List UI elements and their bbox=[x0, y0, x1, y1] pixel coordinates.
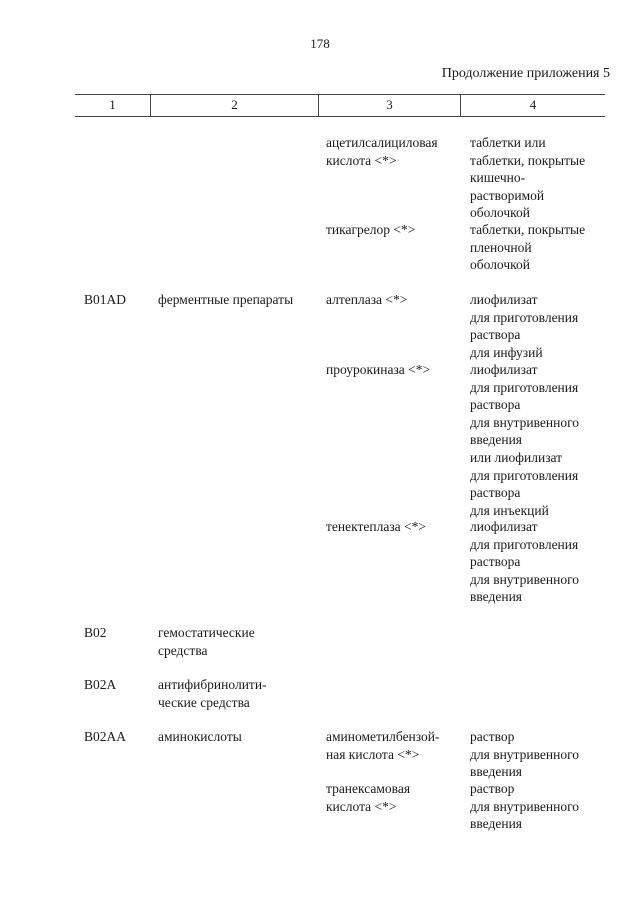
table-cell-group: гемостатические средства bbox=[158, 625, 255, 658]
page-number: 178 bbox=[310, 36, 330, 51]
column-header-1: 1 bbox=[109, 97, 116, 112]
table-cell-drug: проурокиназа <*> bbox=[326, 362, 431, 377]
table-cell-code: B02 bbox=[84, 625, 107, 640]
table-cell-drug: тенектеплаза <*> bbox=[326, 519, 427, 534]
table-cell-drug: ацетилсалициловая кислота <*> bbox=[326, 135, 438, 168]
table-cell-code: B02A bbox=[84, 677, 117, 692]
table-header-bottom-rule bbox=[75, 116, 605, 117]
table-cell-form: раствор для внутривенного введения bbox=[470, 729, 580, 780]
table-cell-group: аминокислоты bbox=[158, 729, 242, 744]
table-cell-code: B01AD bbox=[84, 292, 127, 307]
table-cell-form: лиофилизат для приготовления раствора для инфузий bbox=[470, 292, 579, 360]
table-cell-form: раствор для внутривенного введения bbox=[470, 781, 580, 832]
table-cell-drug: алтеплаза <*> bbox=[326, 292, 408, 307]
table-cell-drug: аминометилбензой- ная кислота <*> bbox=[326, 729, 440, 762]
table-cell-code: B02AA bbox=[84, 729, 127, 744]
table-cell-drug: транексамовая кислота <*> bbox=[326, 781, 411, 814]
table-cell-group: антифибринолити- ческие средства bbox=[158, 677, 267, 710]
column-header-3: 3 bbox=[386, 97, 393, 112]
column-header-2: 2 bbox=[231, 97, 238, 112]
continuation-title: Продолжение приложения 5 bbox=[441, 66, 610, 81]
table-header-top-rule bbox=[75, 94, 605, 95]
column-header-4: 4 bbox=[529, 97, 537, 112]
table-cell-form: лиофилизат для приготовления раствора для внутривенного введения или лиофилизат для приготовления раствора для инъекций bbox=[470, 362, 580, 518]
table-cell-form: таблетки или таблетки, покрытые кишечно- растворимой оболочкой bbox=[470, 135, 586, 221]
table-cell-group: ферментные препараты bbox=[158, 292, 294, 307]
table-cell-drug: тикагрелор <*> bbox=[326, 222, 416, 237]
table-cell-form: лиофилизат для приготовления раствора для внутривенного введения bbox=[470, 519, 580, 605]
table-cell-form: таблетки, покрытые пленочной оболочкой bbox=[470, 222, 586, 273]
